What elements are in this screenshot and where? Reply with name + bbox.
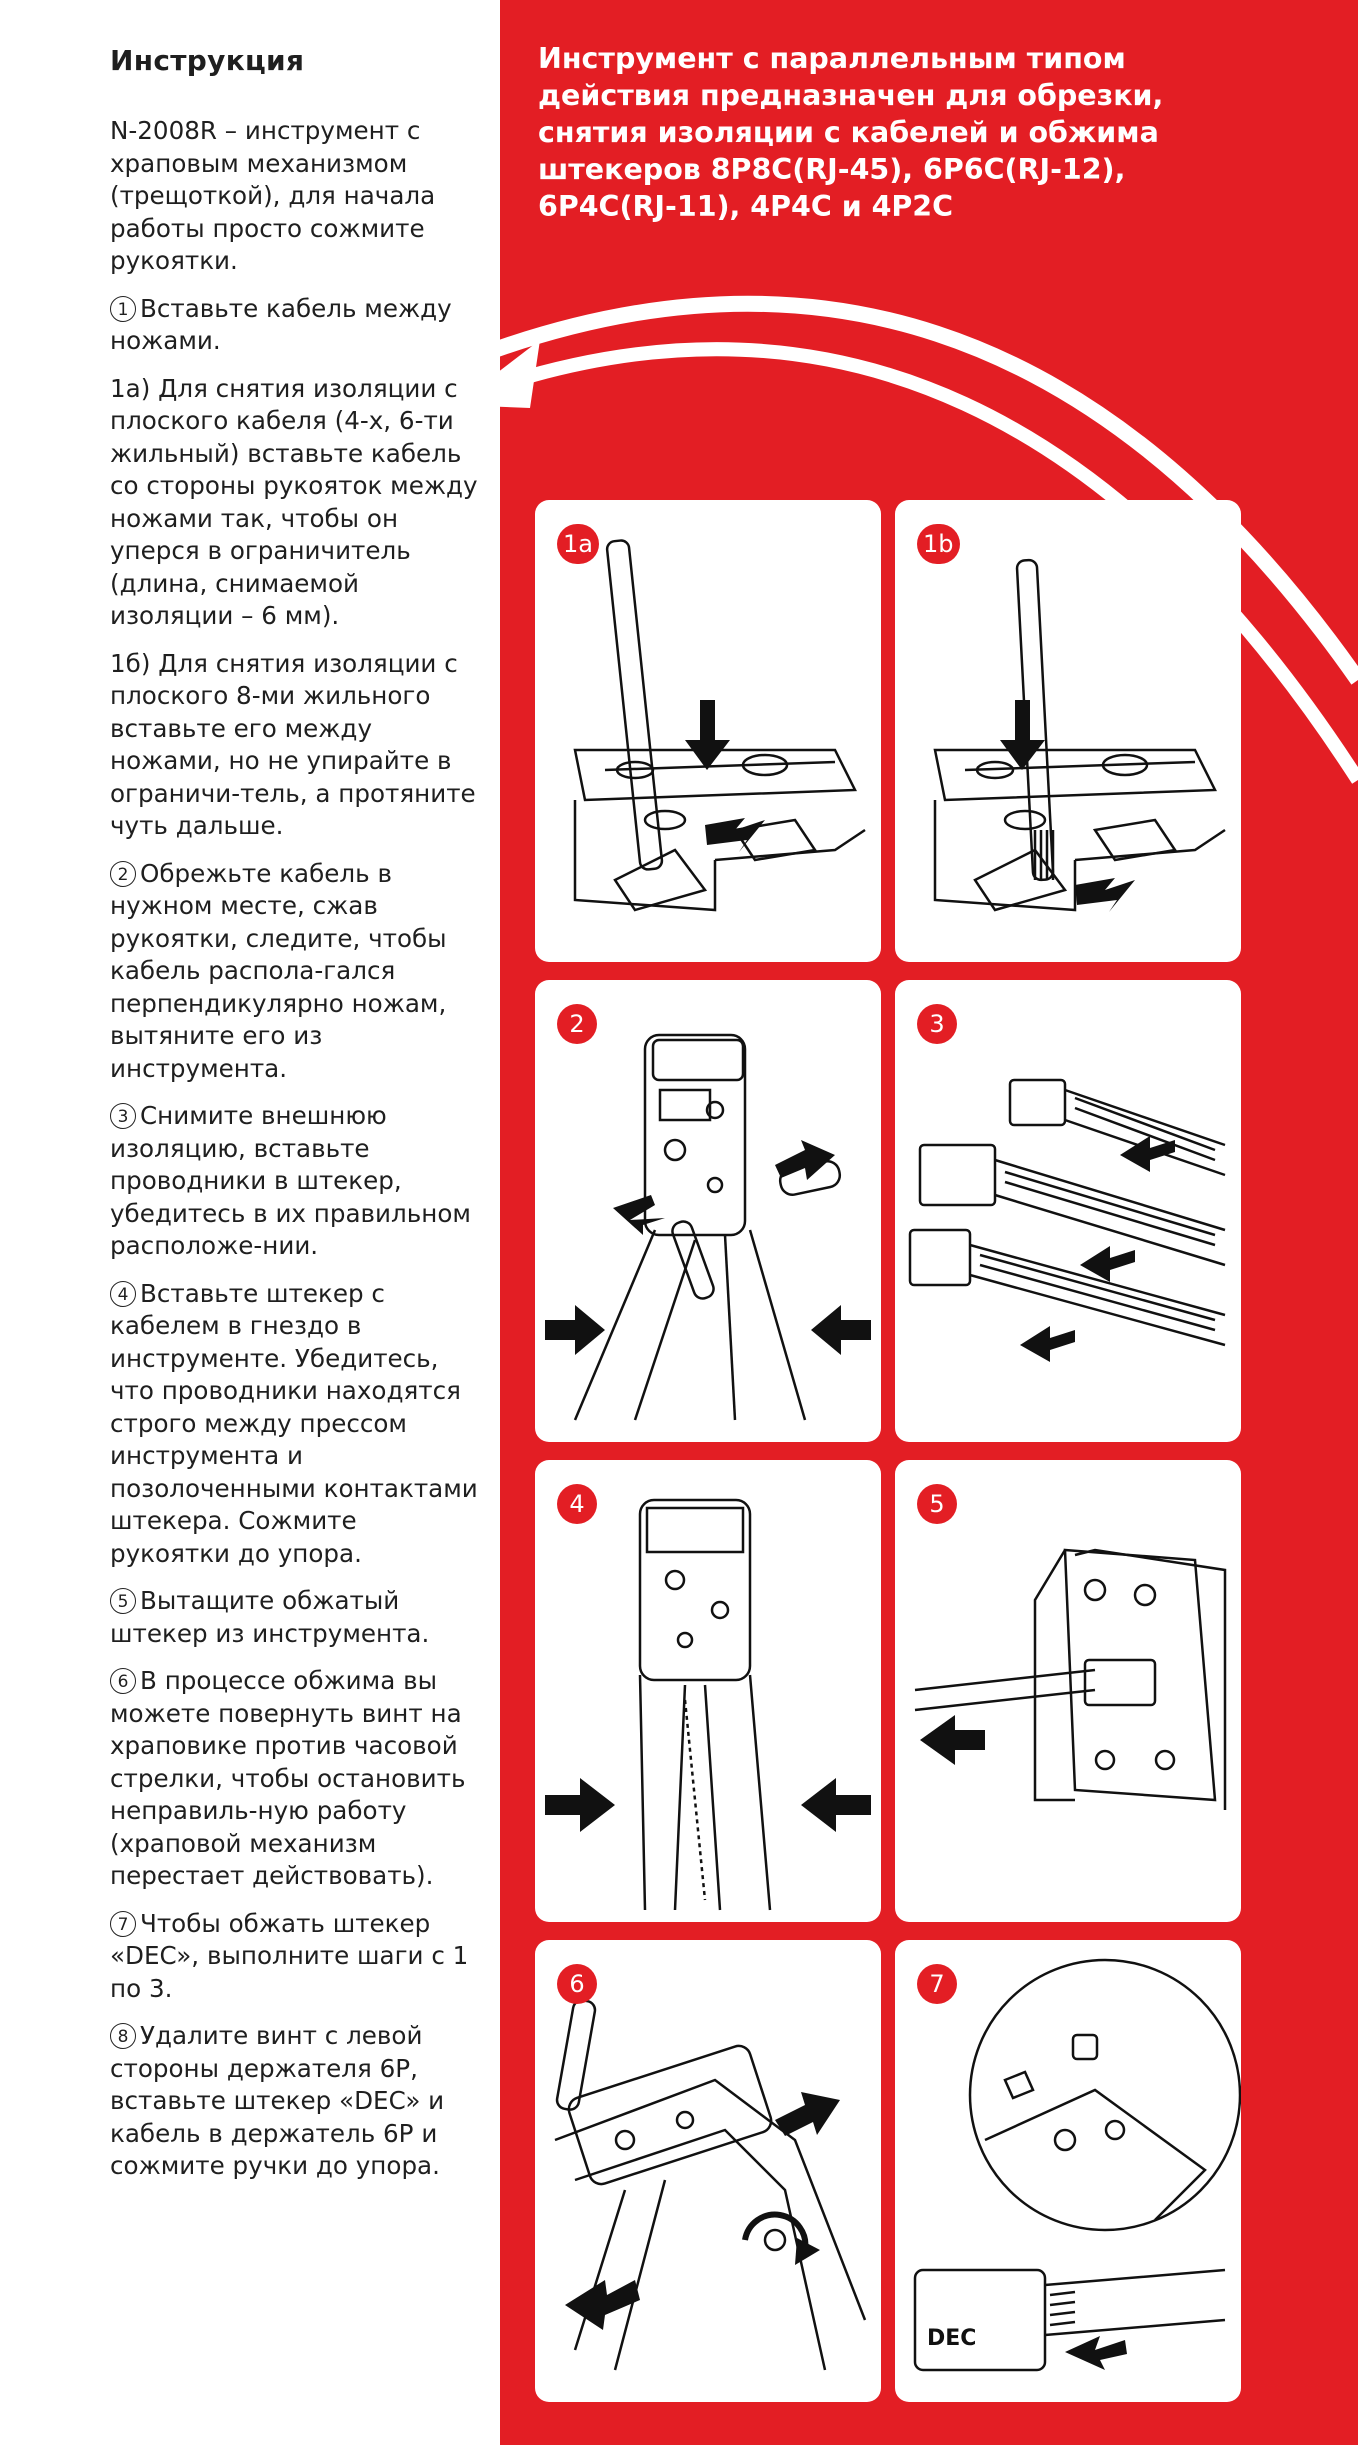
illustration-card-7 xyxy=(895,1940,1241,2402)
step-text: Удалите винт с левой стороны держателя 6P, вставьте штекер «DEC» и кабель в держатель 6P и сожмите ручки до упора. xyxy=(110,2021,445,2180)
dec-label: DEC xyxy=(927,2326,977,2351)
arrow-down-icon xyxy=(685,700,730,770)
step-number-badge: 6 xyxy=(110,1668,136,1694)
instruction-step xyxy=(110,1908,478,2006)
step-number-badge: 4 xyxy=(110,1281,136,1307)
instruction-step xyxy=(110,1585,478,1650)
step-number-badge: 5 xyxy=(110,1588,136,1614)
remove-plug-illustration xyxy=(895,1460,1241,1922)
step-text: В процессе обжима вы можете повернуть винт на храповике против часовой стрелки, чтобы остановить неправиль-ную работу (храповой механизм перестает действовать). xyxy=(110,1666,466,1890)
step-number-badge: 3 xyxy=(110,1103,136,1129)
instruction-step xyxy=(110,1100,478,1263)
arrow-right-icon xyxy=(775,2092,840,2136)
instructions-title: Инструкция xyxy=(110,44,305,77)
card-number-badge: 1b xyxy=(917,524,960,564)
ratchet-illustration xyxy=(535,1940,881,2402)
card-number-badge: 7 xyxy=(917,1964,957,2004)
card-number-badge: 1a xyxy=(557,524,599,564)
instruction-step xyxy=(110,1665,478,1893)
step-text: Чтобы обжать штекер «DEC», выполните шаги с 1 по 3. xyxy=(110,1908,469,2003)
arrow-left-icon xyxy=(811,1305,871,1355)
arrow-right-icon xyxy=(545,1305,605,1355)
step-number-badge: 7 xyxy=(110,1911,136,1937)
illustration-card-3 xyxy=(895,980,1241,1442)
arrow-left-icon xyxy=(920,1715,985,1765)
illustration-card-1a xyxy=(535,500,881,962)
card-number-badge: 5 xyxy=(917,1484,957,1524)
step-text: Вставьте штекер с кабелем в гнездо в инструменте. Убедитесь, что проводники находятся строго между прессом инструмента и позолоченными контактами штекера. Сожмите рукоятки до упора. xyxy=(110,1278,478,1568)
illustration-card-1b xyxy=(895,500,1241,962)
instruction-step xyxy=(110,2020,478,2183)
paragraph-text: 1а) Для снятия изоляции с плоского кабеля (4-х, 6-ти жильный) вставьте кабель со стороны рукояток между ножами так, чтобы он уперся в ограничитель (длина, снимаемой изоляции – 6 мм). xyxy=(110,373,478,630)
connectors-illustration xyxy=(895,980,1241,1442)
arrow-left-icon xyxy=(1065,2336,1127,2370)
arrow-left-icon xyxy=(705,818,765,852)
paragraph-text: N-2008R – инструмент с храповым механизмом (трещоткой), для начала работы просто сожмите рукоятки. xyxy=(110,116,436,275)
card-number-badge: 4 xyxy=(557,1484,597,1524)
instruction-step xyxy=(110,858,478,1086)
arrow-down-icon xyxy=(1000,700,1045,770)
stripping-blades-illustration xyxy=(535,500,881,962)
arrow-left-icon xyxy=(1020,1326,1075,1362)
step-text: Вытащите обжатый штекер из инструмента. xyxy=(110,1586,430,1648)
card-number-badge: 6 xyxy=(557,1964,597,2004)
instruction-step xyxy=(110,1278,478,1571)
step-text: Снимите внешнюю изоляцию, вставьте проводники в штекер, убедитесь в их правильном расположе-нии. xyxy=(110,1101,471,1260)
intro-text: Инструмент с параллельным типом действия предназначен для обрезки, снятия изоляции с кабелей и обжима штекеров 8P8C(RJ-45), 6P6C(RJ-12), 6P4C(RJ-11), 4P4C и 4P2C xyxy=(538,42,1164,223)
illustration-card-4 xyxy=(535,1460,881,1922)
illustration-card-6 xyxy=(535,1940,881,2402)
step-number-badge: 2 xyxy=(110,861,136,887)
stripping-blades-illustration xyxy=(895,500,1241,962)
dec-plug-illustration xyxy=(895,1940,1241,2402)
arrow-right-icon xyxy=(545,1778,615,1832)
illustration-card-5 xyxy=(895,1460,1241,1922)
tool-crimp-illustration xyxy=(535,1460,881,1922)
step-number-badge: 8 xyxy=(110,2023,136,2049)
step-text: Обрежьте кабель в нужном месте, сжав рукоятки, следите, чтобы кабель распола-гался перпендикулярно ножам, вытяните его из инструмента. xyxy=(110,858,447,1083)
step-number-badge: 1 xyxy=(110,296,136,322)
arrow-left-icon xyxy=(613,1195,665,1235)
paragraph-text: 1б) Для снятия изоляции с плоского 8-ми жильного вставьте его между ножами, но не упирайте в ограничи-тель, а протяните чуть дальше. xyxy=(110,648,476,840)
arrow-left-icon xyxy=(1075,878,1135,912)
tool-cut-illustration xyxy=(535,980,881,1442)
card-number-badge: 2 xyxy=(557,1004,597,1044)
card-number-badge: 3 xyxy=(917,1004,957,1044)
step-text: Вставьте кабель между ножами. xyxy=(110,293,452,355)
arrow-right-icon xyxy=(775,1140,835,1180)
arrow-left-icon xyxy=(801,1778,871,1832)
illustration-card-2 xyxy=(535,980,881,1442)
